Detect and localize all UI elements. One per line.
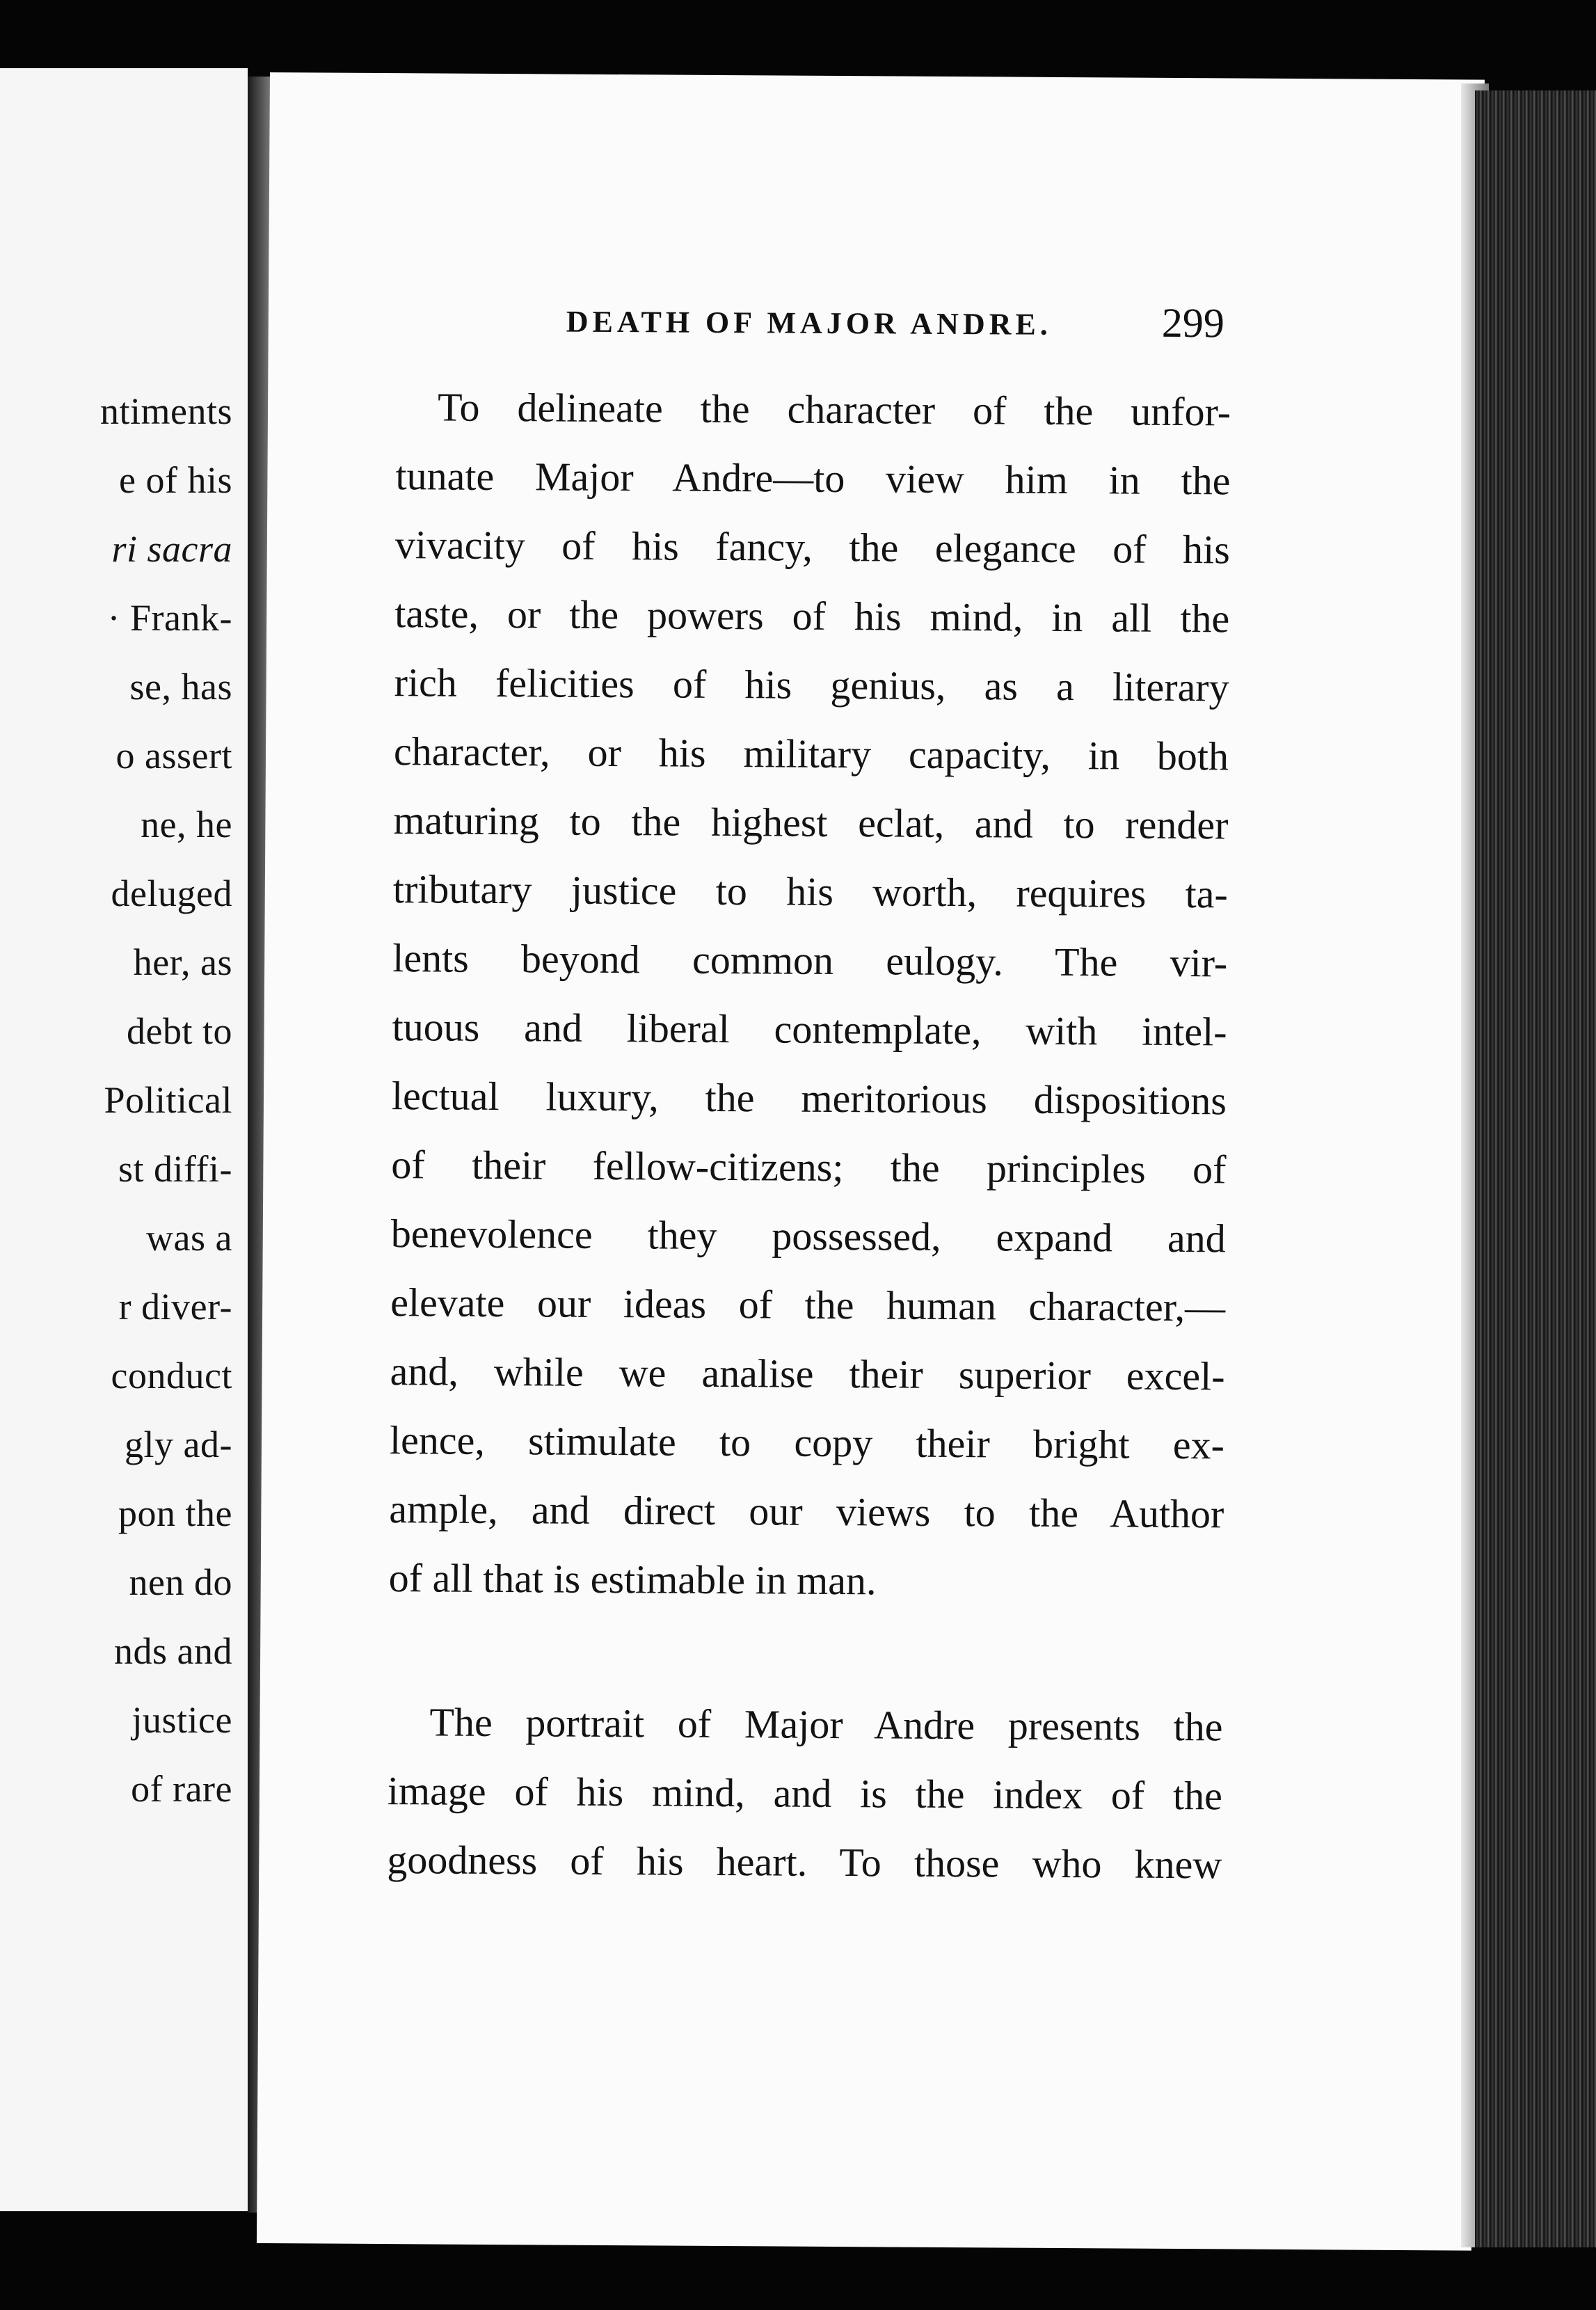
text-line: The portrait of Major Andre presents the xyxy=(429,1699,1223,1750)
paragraph-2 xyxy=(387,1687,1223,1899)
previous-page xyxy=(0,68,248,2211)
previous-page-line: ri sacra xyxy=(111,528,232,570)
text-line: lents beyond common eulogy. The vir- xyxy=(392,935,1228,986)
paragraph-1 xyxy=(388,372,1231,1617)
previous-page-line: conduct xyxy=(111,1355,232,1396)
text-line: benevolence they possessed, expand and xyxy=(390,1211,1226,1261)
previous-page-line: o assert xyxy=(115,735,232,776)
page-number: 299 xyxy=(1161,299,1225,346)
previous-page-line: debt to xyxy=(127,1010,232,1052)
text-line: tributary justice to his worth, requires ta- xyxy=(392,866,1229,917)
text-line: image of his mind, and is the index of the xyxy=(387,1768,1223,1819)
previous-page-line: was a xyxy=(146,1217,232,1259)
previous-page-line: · Frank- xyxy=(107,597,232,639)
previous-page-line: deluged xyxy=(111,873,232,914)
previous-page-line: of rare xyxy=(131,1768,232,1810)
text-line: maturing to the highest eclat, and to render xyxy=(393,797,1229,848)
text-line: tuous and liberal contemplate, with intel- xyxy=(392,1004,1227,1055)
text-line: and, while we analise their superior excel- xyxy=(390,1348,1225,1399)
text-line: of their fellow-citizens; the principles of xyxy=(391,1142,1227,1193)
previous-page-line: her, as xyxy=(133,941,232,983)
previous-page-line: se, has xyxy=(129,666,232,708)
previous-page-line: pon the xyxy=(118,1492,232,1534)
text-line: ample, and direct our views to the Author xyxy=(389,1486,1224,1537)
text-line: lence, stimulate to copy their bright ex- xyxy=(389,1417,1225,1468)
text-line: rich felicities of his genius, as a literary xyxy=(394,660,1229,710)
running-head: DEATH OF MAJOR ANDRE. xyxy=(566,304,1052,342)
page-block-edges xyxy=(1475,90,1596,2247)
previous-page-line: nen do xyxy=(129,1561,232,1603)
previous-page-line: e of his xyxy=(119,459,232,501)
previous-page-line: justice xyxy=(131,1699,232,1741)
text-line: taste, or the powers of his mind, in all the xyxy=(394,591,1230,642)
previous-page-line: Political xyxy=(104,1079,232,1121)
previous-page-line: r diver- xyxy=(118,1286,232,1328)
text-line: vivacity of his fancy, the elegance of his xyxy=(394,522,1231,573)
previous-page-line: ne, he xyxy=(141,804,232,845)
text-line: of all that is estimable in man. xyxy=(388,1555,877,1604)
previous-page-line: st diffi- xyxy=(118,1148,232,1190)
text-line: elevate our ideas of the human character,— xyxy=(390,1280,1226,1330)
current-page xyxy=(257,72,1485,2251)
previous-page-line: nds and xyxy=(114,1630,232,1672)
text-line: goodness of his heart. To those who knew xyxy=(387,1837,1222,1888)
text-line: tunate Major Andre—to view him in the xyxy=(395,453,1231,504)
previous-page-line: gly ad- xyxy=(125,1424,232,1465)
text-line: To delineate the character of the unfor- xyxy=(437,384,1231,435)
text-line: character, or his military capacity, in both xyxy=(393,728,1229,779)
text-line: lectual luxury, the meritorious dispositions xyxy=(391,1073,1227,1124)
previous-page-line: ntiments xyxy=(100,390,232,432)
